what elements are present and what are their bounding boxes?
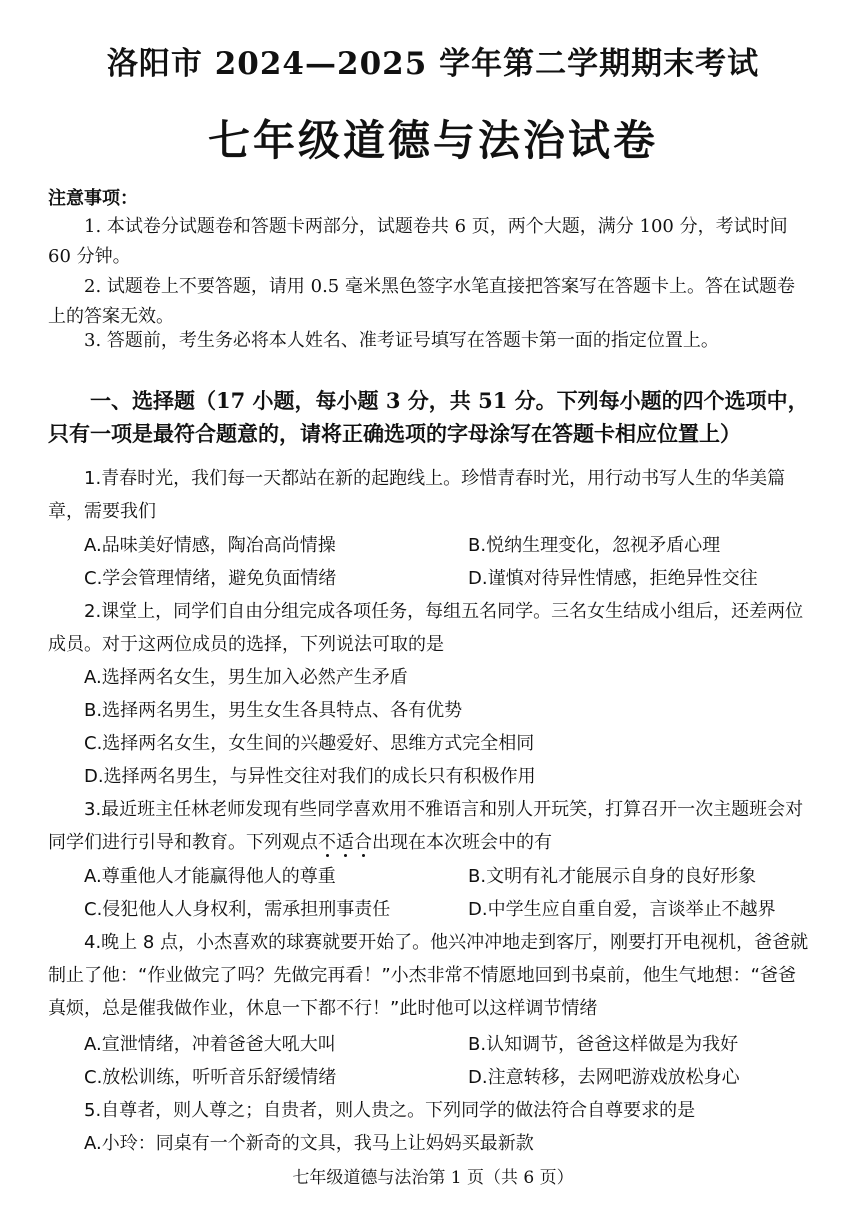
- question-1-option-b: B.悦纳生理变化，忽视矛盾心理: [468, 535, 721, 556]
- notice-item-2: 2. 试题卷上不要答题，请用 0.5 毫米黑色签字水笔直接把答案写在答题卡上。答在试题卷上的答案无效。: [48, 276, 795, 327]
- question-1-option-d: D.谨慎对待异性情感，拒绝异性交往: [468, 568, 758, 589]
- question-3-option-b: B.文明有礼才能展示自身的良好形象: [468, 866, 757, 887]
- exam-title: 洛阳市 2024—2025 学年第二学期期末考试: [106, 46, 760, 82]
- question-1-stem: 1.青春时光，我们每一天都站在新的起跑线上。珍惜青春时光，用行动书写人生的华美篇章，需要我们: [48, 468, 786, 522]
- notice-item-1: 1. 本试卷分试题卷和答题卡两部分，试题卷共 6 页，两个大题，满分 100 分，考试时间 60 分钟。: [48, 216, 788, 267]
- emphasis-text: [318, 832, 372, 853]
- question-4-option-d: D.注意转移，去网吧游戏放松身心: [468, 1067, 740, 1088]
- notice-heading: 注意事项：: [48, 188, 138, 209]
- question-4-option-c: C.放松训练，听听音乐舒缓情绪: [84, 1067, 337, 1088]
- question-5-option-a: A.小玲：同桌有一个新奇的文具，我马上让妈妈买最新款: [84, 1133, 534, 1154]
- question-2-option-a: A.选择两名女生，男生加入必然产生矛盾: [84, 667, 408, 688]
- question-3-option-c: C.侵犯他人人身权利，需承担刑事责任: [84, 899, 391, 920]
- question-1-option-a: A.品味美好情感，陶冶高尚情操: [84, 535, 336, 556]
- question-4-option-a: A.宣泄情绪，冲着爸爸大吼大叫: [84, 1034, 336, 1055]
- notice-item-3: 3. 答题前，考生务必将本人姓名、准考证号填写在答题卡第一面的指定位置上。: [84, 330, 719, 351]
- question-2-stem: 2.课堂上，同学们自由分组完成各项任务，每组五名同学。三名女生结成小组后，还差两位成员。对于这两位成员的选择，下列说法可取的是: [48, 601, 804, 655]
- question-2-option-d: D.选择两名男生，与异性交往对我们的成长只有积极作用: [84, 766, 536, 787]
- emphasis-dot: [362, 854, 365, 857]
- question-5-stem: 5.自尊者，则人尊之；自贵者，则人贵之。下列同学的做法符合自尊要求的是: [84, 1100, 696, 1121]
- question-3-stem: [48, 793, 810, 859]
- question-3-stem-post: 出现在本次班会中的有: [372, 832, 552, 853]
- emphasis-dot: [326, 854, 329, 857]
- emphasis-dot: [344, 854, 347, 857]
- section-heading: 一、选择题（17 小题，每小题 3 分，共 51 分。下列每小题的四个选项中，只有一项是最符合题意的，请将正确选项的字母涂写在答题卡相应位置上）: [48, 388, 809, 446]
- paper-subtitle: 七年级道德与法治试卷: [207, 116, 658, 165]
- question-4-stem: 4.晚上 8 点，小杰喜欢的球赛就要开始了。他兴冲冲地走到客厅，刚要打开电视机，爸爸就制止了他：“作业做完了吗？先做完再看！”小杰非常不情愿地回到书桌前，他生气地想：“爸爸真烦，总是催我做作业，休息一下都不行！”此时他可以这样调节情绪: [48, 932, 809, 1019]
- question-3-stem-pre: 3.最近班主任林老师发现有些同学喜欢用不雅语言和别人开玩笑，打算召开一次主题班会对同学们进行引导和教育。下列观点: [48, 799, 804, 853]
- question-3-option-a: A.尊重他人才能赢得他人的尊重: [84, 866, 336, 887]
- question-1-option-c: C.学会管理情绪，避免负面情绪: [84, 568, 337, 589]
- emphasis-char: 适: [336, 832, 354, 853]
- question-2-option-b: B.选择两名男生，男生女生各具特点、各有优势: [84, 700, 463, 721]
- question-4-option-b: B.认知调节，爸爸这样做是为我好: [468, 1034, 739, 1055]
- page-footer: 七年级道德与法治第 1 页（共 6 页）: [292, 1168, 574, 1188]
- question-3-option-d: D.中学生应自重自爱，言谈举止不越界: [468, 899, 776, 920]
- question-3-stem-emph: [318, 832, 372, 853]
- emphasis-char: 合: [354, 832, 372, 853]
- question-2-option-c: C.选择两名女生，女生间的兴趣爱好、思维方式完全相同: [84, 733, 535, 754]
- emphasis-char: 不: [318, 832, 336, 853]
